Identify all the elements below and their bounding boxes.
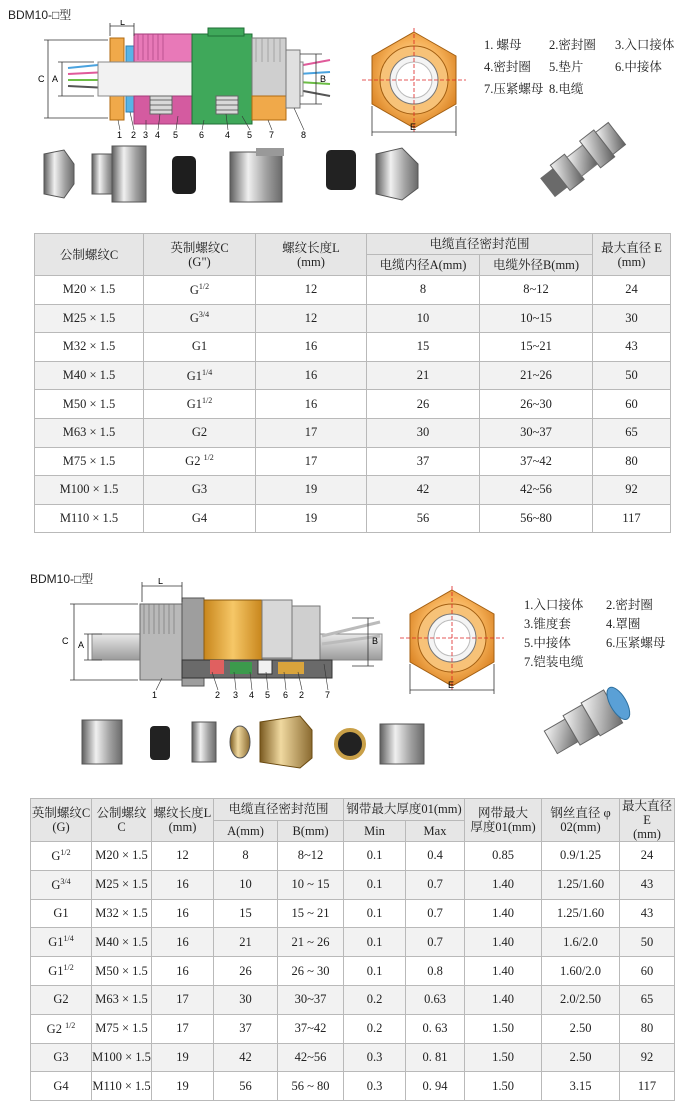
cell-b: 42~56: [278, 1043, 344, 1072]
cell-max-diameter: 65: [593, 418, 671, 447]
cell-cable-outer: 8~12: [480, 276, 593, 305]
hex-nut-front-view-1: [362, 28, 466, 140]
table-row: [31, 985, 675, 1014]
cell-imperial-thread: $G1^{1/2}$: [31, 957, 92, 986]
cell-cable-outer: 15~21: [480, 333, 593, 362]
cell-thread-length: 17: [152, 985, 214, 1014]
cell-mesh-thickness: 1.50: [465, 1072, 542, 1101]
legend-item: 2.密封圈: [606, 598, 653, 612]
header-max-diameter: 最大直径 E (mm): [593, 234, 671, 276]
legend-row: [484, 56, 674, 78]
cell-thread-length: 12: [256, 276, 367, 305]
cell-cable-outer: 30~37: [480, 418, 593, 447]
cell-cable-outer: 56~80: [480, 504, 593, 533]
cell-thread-length: 17: [256, 418, 367, 447]
cell-max-diameter: 92: [620, 1043, 675, 1072]
assembled-gland-photo-1: [528, 110, 638, 210]
cell-imperial-thread: G2 $^{1/2}$: [144, 447, 256, 476]
cell-min: 0.1: [344, 842, 406, 871]
cell-cable-inner: 30: [367, 418, 480, 447]
header-metric-thread: 公制螺纹 C: [92, 799, 152, 842]
cable-gland-section-drawing-2: [62, 578, 392, 700]
callout-4: 4: [155, 130, 161, 140]
cell-metric-thread: M100 × 1.5: [92, 1043, 152, 1072]
legend-item: 6.中接体: [615, 60, 662, 74]
cell-cable-inner: 26: [367, 390, 480, 419]
cell-b: 10 ~ 15: [278, 870, 344, 899]
cell-cable-outer: 10~15: [480, 304, 593, 333]
cell-b: 15 ~ 21: [278, 899, 344, 928]
cell-mesh-thickness: 1.40: [465, 957, 542, 986]
table-row: [31, 842, 675, 871]
dim-A-label-2: A: [78, 640, 85, 650]
section2-title: BDM10-□型: [30, 572, 94, 586]
cell-metric-thread: M25 × 1.5: [92, 870, 152, 899]
legend-row: [524, 615, 665, 634]
assembled-gland-photo-2: [536, 676, 646, 756]
callout-2b: 2: [299, 690, 305, 700]
cell-imperial-thread: $G1^{1/2}$: [144, 390, 256, 419]
cell-max: 0. 81: [406, 1043, 465, 1072]
cell-imperial-thread: G2 $^{1/2}$: [31, 1014, 92, 1043]
cell-max-diameter: 24: [593, 276, 671, 305]
cell-cable-inner: 10: [367, 304, 480, 333]
cell-imperial-thread: G4: [31, 1072, 92, 1101]
cell-min: 0.1: [344, 870, 406, 899]
cable-gland-section-drawing-1: [38, 20, 333, 142]
cell-wire-diameter: 2.0/2.50: [542, 985, 620, 1014]
legend-item: 7.铠装电缆: [524, 655, 584, 669]
cell-max-diameter: 80: [593, 447, 671, 476]
callout-2: 2: [215, 690, 221, 700]
cell-max: 0.7: [406, 899, 465, 928]
cell-max-diameter: 43: [620, 870, 675, 899]
cell-imperial-thread: $G1^{1/4}$: [144, 361, 256, 390]
cell-max-diameter: 50: [620, 928, 675, 957]
cell-wire-diameter: 2.50: [542, 1014, 620, 1043]
cell-metric-thread: M50 × 1.5: [35, 390, 144, 419]
spec-table-1: [34, 233, 671, 533]
cell-metric-thread: M75 × 1.5: [92, 1014, 152, 1043]
cell-b: 26 ~ 30: [278, 957, 344, 986]
cell-metric-thread: M100 × 1.5: [35, 476, 144, 505]
legend-row: [484, 78, 674, 100]
dim-C-label-2: C: [62, 636, 69, 646]
cell-wire-diameter: 2.50: [542, 1043, 620, 1072]
table-row: [35, 504, 671, 533]
legend-item: 6.压紧螺母: [606, 636, 666, 650]
cell-thread-length: 16: [152, 870, 214, 899]
cell-wire-diameter: 3.15: [542, 1072, 620, 1101]
cell-imperial-thread: G2: [31, 985, 92, 1014]
cell-thread-length: 12: [256, 304, 367, 333]
spec-table-2: [30, 798, 675, 1101]
cell-a: 15: [214, 899, 278, 928]
cell-min: 0.3: [344, 1072, 406, 1101]
callout-7: 7: [269, 130, 275, 140]
cell-max: 0. 94: [406, 1072, 465, 1101]
cell-metric-thread: M110 × 1.5: [35, 504, 144, 533]
header-cable-outer: 电缆外径B(mm): [480, 255, 593, 276]
header-wire-diameter: 钢丝直径 φ 02(mm): [542, 799, 620, 842]
cell-metric-thread: M25 × 1.5: [35, 304, 144, 333]
cell-min: 0.2: [344, 985, 406, 1014]
cell-min: 0.1: [344, 957, 406, 986]
cell-cable-outer: 37~42: [480, 447, 593, 476]
cell-thread-length: 19: [152, 1072, 214, 1101]
cell-max: 0. 63: [406, 1014, 465, 1043]
callout-1: 1: [117, 130, 123, 140]
callout-6: 6: [283, 690, 289, 700]
header-a: A(mm): [214, 820, 278, 842]
dim-L-label: L: [120, 20, 126, 27]
legend-row: [484, 34, 674, 56]
header-thread-length: 螺纹长度L (mm): [152, 799, 214, 842]
legend-row: [524, 653, 665, 672]
cell-max-diameter: 43: [620, 899, 675, 928]
cell-min: 0.1: [344, 899, 406, 928]
dim-B-label: B: [320, 74, 327, 84]
callout-4b: 4: [225, 130, 231, 140]
cell-thread-length: 19: [256, 476, 367, 505]
cell-cable-inner: 56: [367, 504, 480, 533]
callout-7: 7: [325, 690, 331, 700]
cell-cable-outer: 42~56: [480, 476, 593, 505]
cell-metric-thread: M50 × 1.5: [92, 957, 152, 986]
cell-a: 21: [214, 928, 278, 957]
cell-cable-inner: 8: [367, 276, 480, 305]
cell-thread-length: 16: [152, 957, 214, 986]
header-imperial-thread: 英制螺纹C (G"): [144, 234, 256, 276]
cell-a: 26: [214, 957, 278, 986]
table-row: [35, 390, 671, 419]
cell-metric-thread: M20 × 1.5: [35, 276, 144, 305]
cell-metric-thread: M110 × 1.5: [92, 1072, 152, 1101]
header-thread-length: 螺纹长度L (mm): [256, 234, 367, 276]
cell-thread-length: 12: [152, 842, 214, 871]
cell-cable-inner: 21: [367, 361, 480, 390]
cell-imperial-thread: $G1^{1/4}$: [31, 928, 92, 957]
cell-b: 30~37: [278, 985, 344, 1014]
cell-max-diameter: 65: [620, 985, 675, 1014]
legend-item: 7.压紧螺母: [484, 82, 544, 96]
header-max: Max: [406, 820, 465, 842]
header-imperial-thread: 英制螺纹C (G): [31, 799, 92, 842]
cell-metric-thread: M75 × 1.5: [35, 447, 144, 476]
table-row: [35, 361, 671, 390]
cell-b: 37~42: [278, 1014, 344, 1043]
cell-mesh-thickness: 0.85: [465, 842, 542, 871]
legend-item: 4.罩圈: [606, 617, 641, 631]
cell-wire-diameter: 1.25/1.60: [542, 870, 620, 899]
cell-mesh-thickness: 1.40: [465, 928, 542, 957]
table-row: [35, 476, 671, 505]
cell-imperial-thread: G4: [144, 504, 256, 533]
cell-max-diameter: 60: [593, 390, 671, 419]
cell-mesh-thickness: 1.40: [465, 899, 542, 928]
cell-metric-thread: M40 × 1.5: [35, 361, 144, 390]
cell-thread-length: 16: [256, 333, 367, 362]
header-steel-tape-thickness: 钢带最大厚度01(mm): [344, 799, 465, 821]
cell-wire-diameter: 1.6/2.0: [542, 928, 620, 957]
cell-imperial-thread: G1: [144, 333, 256, 362]
table-row: [35, 447, 671, 476]
callout-4: 4: [249, 690, 255, 700]
cell-thread-length: 17: [256, 447, 367, 476]
cell-cable-inner: 37: [367, 447, 480, 476]
cell-mesh-thickness: 1.40: [465, 870, 542, 899]
legend-item: 3.锥度套: [524, 617, 571, 631]
dim-C-label: C: [38, 74, 45, 84]
callout-3: 3: [143, 130, 149, 140]
cell-imperial-thread: G2: [144, 418, 256, 447]
cell-metric-thread: M40 × 1.5: [92, 928, 152, 957]
cell-mesh-thickness: 1.50: [465, 1014, 542, 1043]
callout-6: 6: [199, 130, 205, 140]
callout-2: 2: [131, 130, 137, 140]
callout-8: 8: [301, 130, 307, 140]
table-row: [31, 928, 675, 957]
cell-thread-length: 16: [256, 390, 367, 419]
header-cable-inner: 电缆内径A(mm): [367, 255, 480, 276]
cell-max: 0.4: [406, 842, 465, 871]
cell-min: 0.1: [344, 928, 406, 957]
cell-a: 37: [214, 1014, 278, 1043]
cell-thread-length: 19: [152, 1043, 214, 1072]
cell-wire-diameter: 1.60/2.0: [542, 957, 620, 986]
cell-max-diameter: 43: [593, 333, 671, 362]
cell-a: 10: [214, 870, 278, 899]
header-min: Min: [344, 820, 406, 842]
cell-mesh-thickness: 1.50: [465, 1043, 542, 1072]
cell-max: 0.63: [406, 985, 465, 1014]
cell-max: 0.7: [406, 928, 465, 957]
cell-max: 0.8: [406, 957, 465, 986]
legend-item: 8.电缆: [549, 82, 584, 96]
table-row: [31, 899, 675, 928]
dim-E-label-2: E: [448, 680, 455, 690]
cell-min: 0.3: [344, 1043, 406, 1072]
cell-wire-diameter: 0.9/1.25: [542, 842, 620, 871]
dim-E-label: E: [410, 122, 417, 132]
section1-title: BDM10-□型: [8, 8, 72, 22]
header-seal-range: 电缆直径密封范围: [367, 234, 593, 255]
cell-imperial-thread: $G^{3/4}$: [144, 304, 256, 333]
cell-max: 0.7: [406, 870, 465, 899]
header-b: B(mm): [278, 820, 344, 842]
cell-imperial-thread: $G^{1/2}$: [31, 842, 92, 871]
cell-a: 56: [214, 1072, 278, 1101]
legend-item: 5.中接体: [524, 636, 571, 650]
callout-5: 5: [173, 130, 179, 140]
hex-nut-front-view-2: [400, 586, 504, 698]
components-photo-row-1: [40, 144, 450, 204]
table-row: [31, 1014, 675, 1043]
cell-max-diameter: 60: [620, 957, 675, 986]
components-photo-row-2: [80, 710, 430, 770]
dim-A-label: A: [52, 74, 59, 84]
cell-cable-inner: 42: [367, 476, 480, 505]
cell-b: 8~12: [278, 842, 344, 871]
cell-max-diameter: 117: [620, 1072, 675, 1101]
callout-1: 1: [152, 690, 158, 700]
cell-cable-outer: 21~26: [480, 361, 593, 390]
table-row: [31, 1072, 675, 1101]
header-mesh-thickness: 网带最大 厚度01(mm): [465, 799, 542, 842]
header-seal-range: 电缆直径密封范围: [214, 799, 344, 821]
cell-metric-thread: M20 × 1.5: [92, 842, 152, 871]
header-metric-thread: 公制螺纹C: [35, 234, 144, 276]
cell-metric-thread: M32 × 1.5: [92, 899, 152, 928]
callout-5: 5: [265, 690, 271, 700]
cell-a: 30: [214, 985, 278, 1014]
table-row: [35, 304, 671, 333]
cell-metric-thread: M63 × 1.5: [35, 418, 144, 447]
cell-imperial-thread: G1: [31, 899, 92, 928]
legend-item: 4.密封圈: [484, 60, 531, 74]
cell-thread-length: 16: [152, 899, 214, 928]
cell-imperial-thread: G3: [31, 1043, 92, 1072]
cell-max-diameter: 30: [593, 304, 671, 333]
cell-mesh-thickness: 1.40: [465, 985, 542, 1014]
legend-item: 1.入口接体: [524, 598, 584, 612]
cell-max-diameter: 80: [620, 1014, 675, 1043]
cell-a: 42: [214, 1043, 278, 1072]
cell-metric-thread: M32 × 1.5: [35, 333, 144, 362]
cell-b: 56 ~ 80: [278, 1072, 344, 1101]
parts-legend-1: [484, 34, 674, 100]
cell-max-diameter: 50: [593, 361, 671, 390]
header-max-diameter: 最大直径E (mm): [620, 799, 675, 842]
cell-thread-length: 17: [152, 1014, 214, 1043]
cell-metric-thread: M63 × 1.5: [92, 985, 152, 1014]
table-row: [35, 276, 671, 305]
table-row: [35, 418, 671, 447]
table-row: [31, 957, 675, 986]
parts-legend-2: [524, 596, 665, 672]
cell-a: 8: [214, 842, 278, 871]
cell-cable-inner: 15: [367, 333, 480, 362]
cell-thread-length: 16: [152, 928, 214, 957]
legend-item: 2.密封圈: [549, 38, 596, 52]
dim-B-label-2: B: [372, 636, 379, 646]
cell-thread-length: 16: [256, 361, 367, 390]
cell-max-diameter: 92: [593, 476, 671, 505]
legend-item: 1. 螺母: [484, 38, 522, 52]
cell-imperial-thread: $G^{1/2}$: [144, 276, 256, 305]
cell-b: 21 ~ 26: [278, 928, 344, 957]
cell-thread-length: 19: [256, 504, 367, 533]
callout-5b: 5: [247, 130, 253, 140]
cell-max-diameter: 117: [593, 504, 671, 533]
legend-item: 5.垫片: [549, 60, 584, 74]
cell-max-diameter: 24: [620, 842, 675, 871]
table-row: [35, 333, 671, 362]
table-row: [31, 1043, 675, 1072]
cell-cable-outer: 26~30: [480, 390, 593, 419]
legend-row: [524, 596, 665, 615]
table-row: [31, 870, 675, 899]
cell-wire-diameter: 1.25/1.60: [542, 899, 620, 928]
legend-item: 3.入口接体: [615, 38, 675, 52]
cell-min: 0.2: [344, 1014, 406, 1043]
cell-imperial-thread: G3: [144, 476, 256, 505]
dim-L-label-2: L: [158, 578, 164, 586]
legend-row: [524, 634, 665, 653]
callout-3: 3: [233, 690, 239, 700]
cell-imperial-thread: $G^{3/4}$: [31, 870, 92, 899]
